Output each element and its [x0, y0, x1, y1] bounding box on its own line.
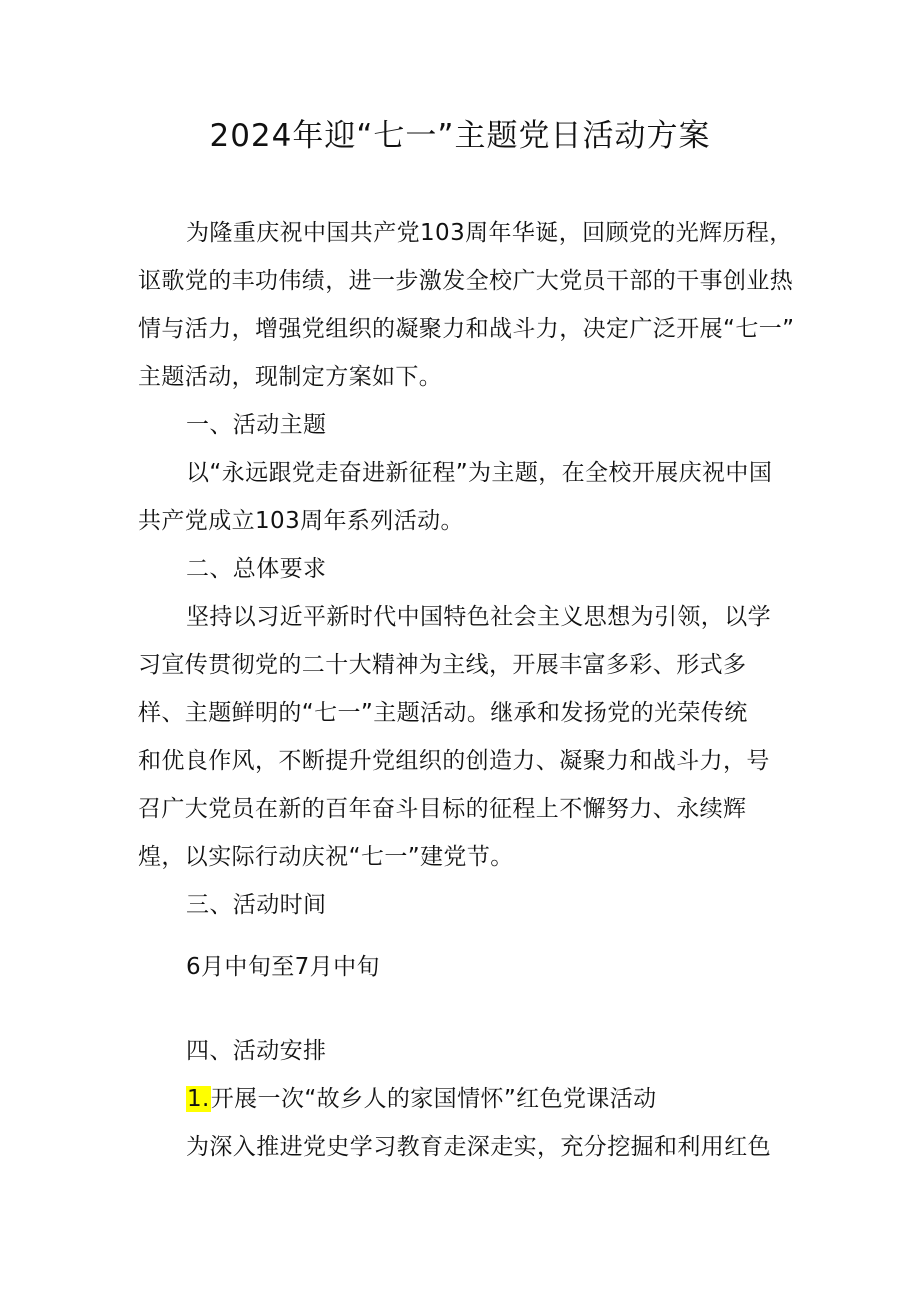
section4-heading: 四、活动安排: [186, 1038, 327, 1064]
item1-number-highlight: 1.: [187, 1086, 210, 1112]
intro-line-4: 主题活动，现制定方案如下。: [138, 364, 443, 390]
item1-text: 开展一次“故乡人的家国情怀”红色党课活动: [210, 1086, 657, 1112]
section2-line-1: 坚持以习近平新时代中国特色社会主义思想为引领，以学: [186, 604, 771, 630]
section1-heading: 一、活动主题: [186, 412, 327, 438]
intro-line-1: 为隆重庆祝中国共产党103周年华诞，回顾党的光辉历程，: [186, 220, 793, 246]
section1-line-2: 共产党成立103周年系列活动。: [138, 508, 464, 534]
section3-heading: 三、活动时间: [186, 892, 327, 918]
intro-line-3: 情与活力，增强党组织的凝聚力和战斗力，决定广泛开展“七一”: [138, 316, 795, 342]
section2-line-6: 煌，以实际行动庆祝“七一”建党节。: [138, 844, 514, 870]
section2-line-4: 和优良作风，不断提升党组织的创造力、凝聚力和战斗力，号: [138, 748, 770, 774]
section2-line-3: 样、主题鲜明的“七一”主题活动。继承和发扬党的光荣传统: [138, 700, 748, 726]
section2-heading: 二、总体要求: [186, 556, 327, 582]
section2-line-5: 召广大党员在新的百年奋斗目标的征程上不懈努力、永续辉: [138, 796, 747, 822]
section4-line-1: 为深入推进党史学习教育走深走实，充分挖掘和利用红色: [186, 1134, 771, 1160]
section1-line-1: 以“永远跟党走奋进新征程”为主题，在全校开展庆祝中国: [186, 460, 773, 486]
document-title: 2024年迎“七一”主题党日活动方案: [209, 118, 711, 154]
section4-item1: [186, 1084, 657, 1114]
section2-line-2: 习宣传贯彻党的二十大精神为主线，开展丰富多彩、形式多: [138, 652, 747, 678]
section3-line-1: 6月中旬至7月中旬: [186, 954, 380, 980]
intro-line-2: 讴歌党的丰功伟绩，进一步激发全校广大党员干部的干事创业热: [138, 268, 794, 294]
